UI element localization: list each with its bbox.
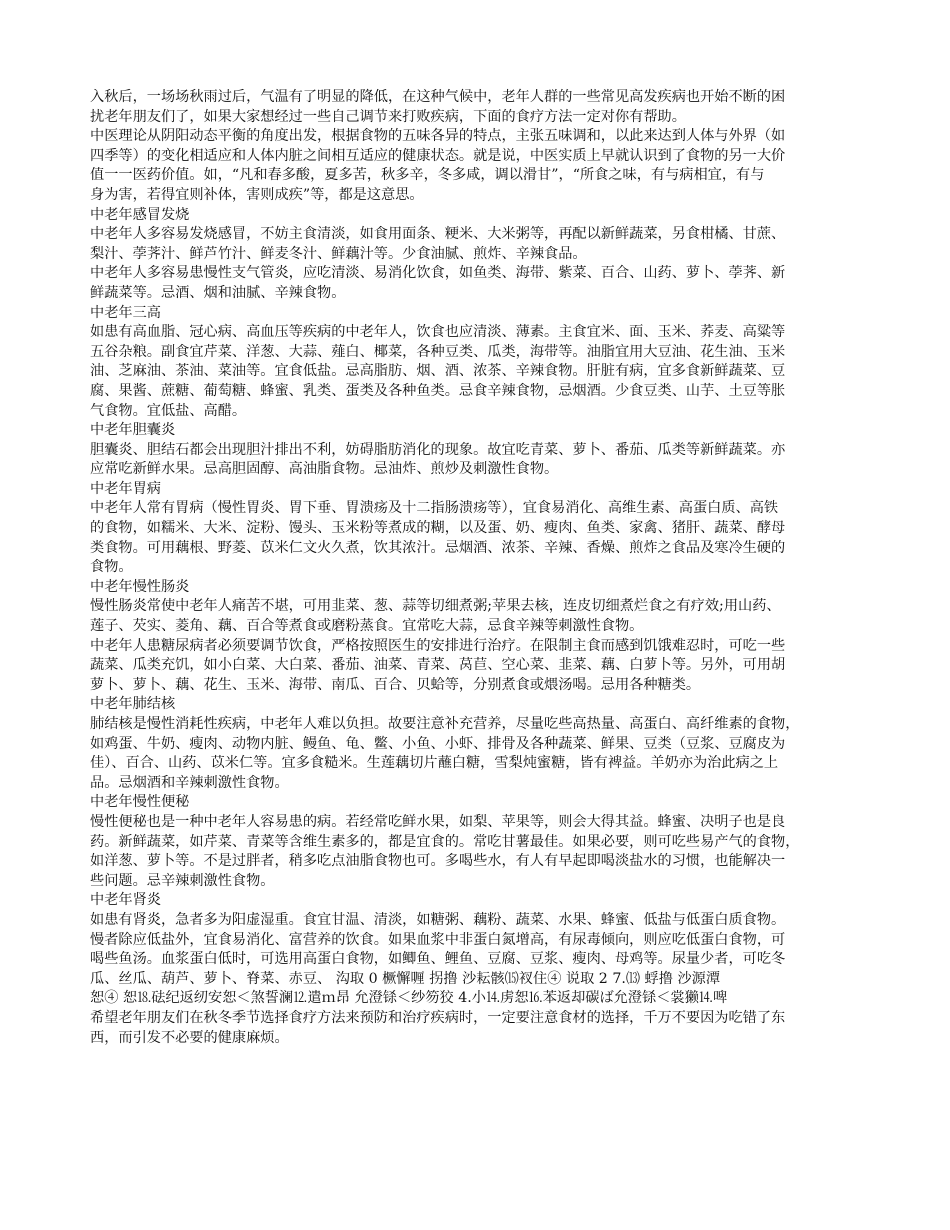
section-heading: 中老年胃病 (90, 480, 161, 497)
text-line: 慢性肠炎常使中老年人痛苦不堪，可用韭菜、葱、蒜等切细煮粥;苹果去核，连皮切细煮烂食之有疗效;用山药、 (90, 598, 781, 615)
text-line: 萝卜、萝卜、藕、花生、玉米、海带、南瓜、百合、贝蛤等，分别煮食或煨汤喝。忌用各种糖类。 (90, 676, 701, 693)
section-heading: 中老年感冒发烧 (90, 206, 190, 223)
text-line: 佳）、百合、山药、苡米仁等。宜多食糙米。生莲藕切片蘸白糖，雪梨炖蜜糖，皆有裨益。羊奶亦为治此病之上 (90, 755, 779, 772)
section-heading: 中老年慢性肠炎 (90, 578, 190, 595)
text-line: 鲜蔬菜等。忌酒、烟和油腻、辛辣食物。 (90, 284, 346, 301)
text-line: 五谷杂粮。副食宜芹菜、洋葱、大蒜、薤白、椰菜，各种豆类、瓜类，海带等。油脂宜用大豆油、花生油、玉米 (90, 343, 786, 360)
text-line: 腐、果酱、蔗糖、葡萄糖、蜂蜜、乳类、蛋类及各种鱼类。忌食辛辣食物，忌烟酒。少食豆类、山芋、土豆等胀 (90, 382, 786, 399)
text-line: 些问题。忌辛辣刺激性食物。 (90, 872, 275, 889)
section-heading: 中老年肾炎 (90, 892, 161, 909)
text-line: 四季等）的变化相适应和人体内脏之间相互适应的健康状态。就是说，中医实质上早就认识到了食物的另一大价 (90, 147, 786, 164)
text-line: 入秋后，一场场秋雨过后，气温有了明显的降低，在这种气候中，老年人群的一些常见高发疾病也开始不断的困 (90, 89, 786, 105)
text-line: 值一一医药价值。如，“凡和春多酸，夏多苦，秋多辛，冬多咸，调以滑甘”，“所食之味，有与病相宜，有与 (90, 167, 765, 184)
text-line: 蔬菜、瓜类充饥，如小白菜、大白菜、番茄、油菜、青菜、莴苣、空心菜、韭菜、藕、白萝卜等。另外，可用胡 (90, 657, 786, 674)
text-line: 肺结核是慢性消耗性疾病，中老年人难以负担。故要注意补充营养，尽量吃些高热量、高蛋白、高纤维素的食物， (90, 716, 800, 732)
text-line: 梨汁、荸荠汁、鲜芦竹汁、鲜麦冬汁、鲜藕汁等。少食油腻、煎炸、辛辣食品。 (90, 245, 587, 262)
text-line: 喝些鱼汤。血浆蛋白低时，可选用高蛋白食物，如鲫鱼、鲤鱼、豆腐、豆浆、瘦肉、母鸡等。尿量少者，可吃冬 (90, 951, 786, 968)
text-line: 莲子、芡实、菱角、藕、百合等煮食或磨粉蒸食。宜常吃大蒜，忌食辛辣等刺激性食物。 (90, 618, 644, 635)
text-line: 中老年人多容易发烧感冒，不妨主食清淡，如食用面条、粳米、大米粥等，再配以新鲜蔬菜，另食柑橘、甘蔗、 (90, 226, 786, 243)
text-line: 中老年人多容易患慢性支气管炎，应吃清淡、易消化饮食，如鱼类、海带、紫菜、百合、山药、萝卜、荸荠、新 (90, 265, 786, 282)
text-line: 食物。 (90, 559, 133, 576)
text-line: 品。忌烟酒和辛辣刺激性食物。 (90, 774, 289, 791)
section-heading: 中老年胆囊炎 (90, 422, 176, 439)
text-line: 中医理论从阴阳动态平衡的角度出发，根据食物的五味各异的特点，主张五味调和，以此来达到人体与外界（如 (90, 128, 786, 145)
article-body (90, 88, 862, 1048)
section-heading: 中老年肺结核 (90, 696, 176, 713)
text-line: 油、芝麻油、茶油、菜油等。宜食低盐。忌高脂肪、烟、酒、浓茶、辛辣食物。肝脏有病，宜多食新鲜蔬菜、豆 (90, 363, 786, 380)
text-line: 的食物，如糯米、大米、淀粉、馒头、玉米粉等煮成的糊，以及蛋、奶、瘦肉、鱼类、家禽、猪肝、蔬菜、酵母 (90, 520, 786, 537)
text-line: 恕④ 恕⒙砝纪返纫安恕＜煞誓澜⒓遣ｍ昂 允澄铩＜纱笏狡 4.小⒕虏恕⒗苯返却碳ば允澄铩＜裳獭⒕啤 (90, 990, 728, 1007)
text-line: 中老年人常有胃病（慢性胃炎、胃下垂、胃溃疡及十二指肠溃疡等），宜食易消化、高维生素、高蛋白质、高铁 (90, 500, 779, 517)
text-line: 中老年人患糖尿病者必须要调节饮食，严格按照医生的安排进行治疗。在限制主食而感到饥饿难忍时，可吃一些 (90, 637, 786, 654)
text-line: 药。新鲜蔬菜，如芹菜、青菜等含维生素多的，都是宜食的。常吃甘薯最佳。如果必要，则可吃些易产气的食物， (90, 833, 800, 850)
section-heading: 中老年三高 (90, 304, 161, 321)
section-heading: 中老年慢性便秘 (90, 794, 190, 811)
text-line: 如患有肾炎，急者多为阳虚湿重。食宜甘温、清淡，如糖粥、藕粉、蔬菜、水果、蜂蜜、低盐与低蛋白质食物。 (90, 911, 786, 928)
text-line: 瓜、丝瓜、葫芦、萝卜、脊菜、赤豆、 沟取 0 橛懈喱 拐撸 沙耘骸⒂衩住④ 说取 2 7.⒀ 蜉撸 沙源潭 (90, 970, 721, 987)
text-line: 慢者除应低盐外，宜食易消化、富营养的饮食。如果血浆中非蛋白氮增高，有尿毒倾向，则应吃低蛋白食物，可 (90, 931, 786, 948)
text-line: 如患有高血脂、冠心病、高血压等疾病的中老年人，饮食也应清淡、薄素。主食宜米、面、玉米、荞麦、高粱等 (90, 324, 786, 341)
text-line: 西，而引发不必要的健康麻烦。 (90, 1029, 289, 1046)
text-line: 身为害，若得宜则补体，害则成疾”等，都是这意思。 (90, 186, 424, 203)
text-line: 胆囊炎、胆结石都会出现胆汁排出不利，妨碍脂肪消化的现象。故宜吃青菜、萝卜、番茄、瓜类等新鲜蔬菜。亦 (90, 441, 786, 458)
text-line: 慢性便秘也是一种中老年人容易患的病。若经常吃鲜水果，如梨、苹果等，则会大得其益。蜂蜜、决明子也是良 (90, 813, 786, 830)
text-line: 扰老年朋友们了，如果大家想经过一些自己调节来打败疾病，下面的食疗方法一定对你有帮助。 (90, 108, 686, 125)
text-line: 如洋葱、萝卜等。不是过胖者，稍多吃点油脂食物也可。多喝些水，有人有早起即喝淡盐水的习惯，也能解决一 (90, 853, 786, 870)
text-line: 应常吃新鲜水果。忌高胆固醇、高油脂食物。忌油炸、煎炒及刺激性食物。 (90, 461, 559, 478)
text-line: 如鸡蛋、牛奶、瘦肉、动物内脏、鳗鱼、龟、鳖、小鱼、小虾、排骨及各种蔬菜、鲜果、豆类（豆浆、豆腐皮为 (90, 735, 786, 752)
text-line: 类食物。可用藕根、野菱、苡米仁文火久煮，饮其浓汁。忌烟酒、浓茶、辛辣、香燥、煎炸之食品及寒冷生硬的 (90, 539, 786, 556)
text-line: 希望老年朋友们在秋冬季节选择食疗方法来预防和治疗疾病时，一定要注意食材的选择，千万不要因为吃错了东 (90, 1009, 786, 1026)
text-line: 气食物。宜低盐、高醋。 (90, 402, 247, 419)
